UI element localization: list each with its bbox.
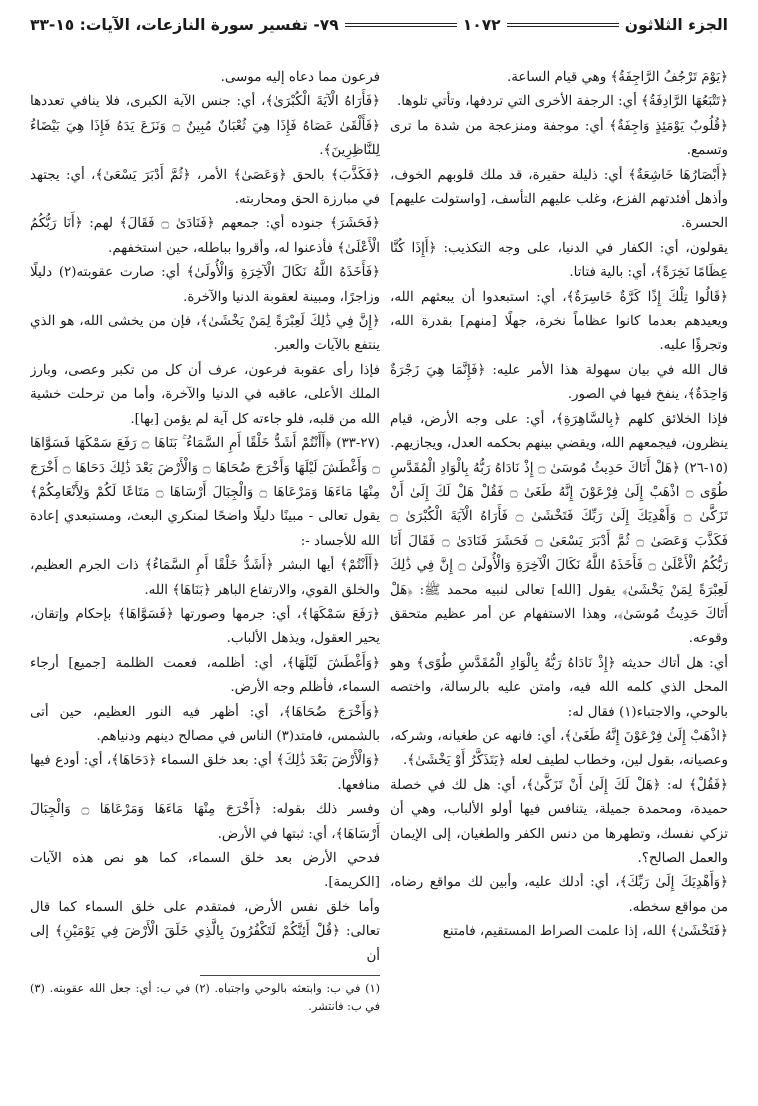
paragraph: وفسر ذلك بقوله: ﴿أَخْرَجَ مِنْهَا مَاءَهَا وَمَرْعَاهَا ۝ وَالْجِبَالَ أَرْسَاهَا﴾، أي: ثبتها في الأرض. xyxy=(30,802,380,842)
footnote-separator xyxy=(200,975,380,976)
paragraph: وأما خلق نفس الأرض، فمتقدم على خلق السماء كما قال تعالى: ﴿قُلْ أَئِنَّكُمْ لَتَكْفُرُونَ بِالَّذِي خَلَقَ الْأَرْضَ فِي يَوْمَيْنِ﴾ إلى أن xyxy=(30,899,380,964)
paragraph: فإذا رأى عقوبة فرعون، عرف أن كل من تكبر وعصى، وبارز الملك الأعلى، عاقبه في الدنيا والآخرة، وأما من ترحلت خشية الله من قلبه، فلو جاءته كل آية لم يؤمن [بها]. xyxy=(30,362,380,427)
paragraph: ﴿إِنَّ فِي ذَٰلِكَ لَعِبْرَةً لِمَنْ يَخْشَىٰ﴾، فإن من يخشى الله، هو الذي ينتفع بالآيات والعبر. xyxy=(30,314,380,354)
paragraph: (١٥-٢٦) ﴿هَلْ أَتَاكَ حَدِيثُ مُوسَىٰ ۝ إِذْ نَادَاهُ رَبُّهُ بِالْوَادِ الْمُقَدَّسِ طُوًى ۝ اذْهَبْ إِلَىٰ فِرْعَوْنَ إِنَّهُ طَغَىٰ ۝ فَقُلْ هَلْ لَكَ إِلَىٰ أَنْ تَزَكَّىٰ ۝ وَأَهْدِيَكَ إِلَىٰ رَبِّكَ فَتَخْشَىٰ ۝ فَأَرَاهُ الْآيَةَ الْكُبْرَىٰ ۝ فَكَذَّبَ وَعَصَىٰ ۝ ثُمَّ أَدْبَرَ يَسْعَىٰ ۝ فَحَشَرَ فَنَادَىٰ ۝ فَقَالَ أَنَا رَبُّكُمُ الْأَعْلَىٰ ۝ فَأَخَذَهُ اللَّهُ نَكَالَ الْآخِرَةِ وَالْأُولَىٰ ۝ إِنَّ فِي ذَٰلِكَ لَعِبْرَةً لِمَنْ يَخْشَىٰ﴾ يقول [الله] تعالى لنبيه محمد ﷺ: ﴿هَلْ أَتَاكَ حَدِيثُ مُوسَىٰ﴾، وهذا الاستفهام عن أمر عظيم متحقق وقوعه. xyxy=(390,460,728,647)
part-title: الجزء الثلاثون xyxy=(624,16,728,34)
paragraph: ﴿فَأَخَذَهُ اللَّهُ نَكَالَ الْآخِرَةِ وَالْأُولَىٰ﴾ أي: صارت عقوبته(٢) دليلًا وزاجرًا، ومبينة لعقوبة الدنيا والآخرة. xyxy=(30,265,380,305)
paragraph: ﴿فَأَرَاهُ الْآيَةَ الْكُبْرَىٰ﴾، أي: جنس الآية الكبرى، فلا ينافي تعددها ﴿فَأَلْقَىٰ عَصَاهُ فَإِذَا هِيَ ثُعْبَانٌ مُبِينٌ ۝ وَنَزَعَ يَدَهُ فَإِذَا هِيَ بَيْضَاءُ لِلنَّاظِرِينَ﴾. xyxy=(30,94,380,159)
paragraph: فدحي الأرض بعد خلق السماء، كما هو نص هذه الآيات [الكريمة]. xyxy=(30,851,380,891)
paragraph: ﴿اذْهَبْ إِلَىٰ فِرْعَوْنَ إِنَّهُ طَغَىٰ﴾، أي: فانهه عن طغيانه، وشركه، وعصيانه، بقول لين، وخطاب لطيف لعله ﴿يَتَذَكَّرُ أَوْ يَخْشَىٰ﴾. xyxy=(390,728,728,769)
paragraph: ﴿أَأَنْتُمْ﴾ أيها البشر ﴿أَشَدُّ خَلْقًا أَمِ السَّمَاءُ﴾ ذات الجرم العظيم، والخلق القوي، والارتفاع الباهر ﴿بَنَاهَا﴾ الله. xyxy=(30,558,380,598)
paragraph: ﴿وَالْأَرْضَ بَعْدَ ذَٰلِكَ﴾ أي: بعد خلق السماء ﴿دَحَاهَا﴾، أي: أودع فيها منافعها. xyxy=(30,753,380,793)
paragraph: فرعون مما دعاه إليه موسى. xyxy=(220,70,380,85)
paragraph: فإذا الخلائق كلهم ﴿بِالسَّاهِرَةِ﴾، أي: على وجه الأرض، قيام ينظرون، فيجمعهم الله، ويقضي بينهم بحكمه العدل، ويجازيهم. xyxy=(390,411,728,452)
paragraph: ﴿وَأَهْدِيَكَ إِلَىٰ رَبِّكَ﴾، أي: أدلك عليه، وأبين لك مواقع رضاه، من مواقع سخطه. xyxy=(390,875,728,915)
surah-title: ٧٩- تفسير سورة النازعات، الآيات: ١٥-٣٣ xyxy=(29,16,339,34)
paragraph: ﴿يَوْمَ تَرْجُفُ الرَّاجِفَةُ﴾ وهي قيام الساعة. xyxy=(506,70,728,85)
header-rule xyxy=(507,23,619,27)
paragraph: ﴿قَالُوا تِلْكَ إِذًا كَرَّةٌ خَاسِرَةٌ﴾، أي: استبعدوا أن يبعثهم الله، ويعيدهم بعدما كانوا عظاماً نخرة، جهلًا [منهم] بقدرة الله، وتجرؤًا عليه. xyxy=(390,289,728,354)
paragraph: ﴿فَكَذَّبَ﴾ بالحق ﴿وَعَصَىٰ﴾ الأمر، ﴿ثُمَّ أَدْبَرَ يَسْعَىٰ﴾، أي: يجتهد في مبارزة الحق ومحاربته. xyxy=(30,167,380,208)
right-column xyxy=(390,66,728,1088)
paragraph: ﴿وَأَخْرَجَ ضُحَاهَا﴾، أي: أظهر فيه النور العظيم، حين أتى بالشمس، فامتد(٣) الناس في مصالح دينهم ودنياهم. xyxy=(30,704,380,744)
paragraph: أي: هل أتاك حديثه ﴿إِذْ نَادَاهُ رَبُّهُ بِالْوَادِ الْمُقَدَّسِ طُوًى﴾ وهو المحل الذي كلمه الله فيه، وامتن عليه بالرسالة، واختصه بالوحي، والاجتباء(١) فقال له: xyxy=(390,655,728,720)
paragraph: ﴿قُلُوبٌ يَوْمَئِذٍ وَاجِفَةٌ﴾ أي: موجفة ومنزعجة من شدة ما ترى وتسمع. xyxy=(390,118,728,159)
paragraph: ﴿فَتَخْشَىٰ﴾ الله، إذا علمت الصراط المستقيم، فامتنع xyxy=(442,924,728,940)
paragraph: ﴿فَقُلْ﴾ له: ﴿هَلْ لَكَ إِلَىٰ أَنْ تَزَكَّىٰ﴾، أي: هل لك في خصلة حميدة، ومحمدة جميلة، يتنافس فيها أولو الألباب، وهي أن تزكي نفسك، وتطهرها من دنس الكفر والطغيان، إلى الإيمان والعمل الصالح؟. xyxy=(390,777,728,866)
paragraph: ﴿أَبْصَارُهَا خَاشِعَةٌ﴾ أي: ذليلة حقيرة، قد ملك قلوبهم الخوف، وأذهل أفئدتهم الفزع، وغلب عليهم التأسف، [واستولت عليهم] الحسرة. xyxy=(390,167,728,232)
header-rule xyxy=(345,23,457,27)
page-header xyxy=(30,8,728,42)
page-number: ١٠٧٢ xyxy=(462,16,501,34)
paragraph: قال الله في بيان سهولة هذا الأمر عليه: ﴿فَإِنَّمَا هِيَ زَجْرَةٌ وَاحِدَةٌ﴾، ينفخ فيها في الصور. xyxy=(390,362,728,403)
paragraph: ﴿وَأَغْطَشَ لَيْلَهَا﴾، أي: أظلمه، فعمت الظلمة [جميع] أرجاء السماء، فأظلم وجه الأرض. xyxy=(30,655,380,696)
paragraph: (٢٧-٣٣) ﴿أَأَنْتُمْ أَشَدُّ خَلْقًا أَمِ السَّمَاءُ ۚ بَنَاهَا ۝ رَفَعَ سَمْكَهَا فَسَوَّاهَا ۝ وَأَغْطَشَ لَيْلَهَا وَأَخْرَجَ ضُحَاهَا ۝ وَالْأَرْضَ بَعْدَ ذَٰلِكَ دَحَاهَا ۝ أَخْرَجَ مِنْهَا مَاءَهَا وَمَرْعَاهَا ۝ وَالْجِبَالَ أَرْسَاهَا ۝ مَتَاعًا لَكُمْ وَلِأَنْعَامِكُمْ﴾ يقول تعالى - مبينًا دليلًا واضحًا لمنكري البعث، ومستبعدي إعادة الله للأجساد -: xyxy=(30,436,380,549)
paragraph: ﴿تَتْبَعُهَا الرَّادِفَةُ﴾ أي: الرجفة الأخرى التي تردفها، وتأتي تلوها. xyxy=(396,94,728,110)
paragraph: ﴿رَفَعَ سَمْكَهَا﴾، أي: جرمها وصورتها ﴿فَسَوَّاهَا﴾ بإحكام وإتقان، يحير العقول، ويذهل الألباب. xyxy=(30,606,380,647)
left-column xyxy=(30,66,380,1088)
footnote: (١) في ب: وابتعثه بالوحي واجتباه. (٢) في ب: أي: جعل الله عقوبته. (٣) في ب: فانتشر. xyxy=(30,982,380,1014)
paragraph: يقولون، أي: الكفار في الدنيا، على وجه التكذيب: ﴿أَإِذَا كُنَّا عِظَامًا نَخِرَةً﴾، أي: بالية فتاتا. xyxy=(390,240,728,281)
paragraph: ﴿فَحَشَرَ﴾ جنوده أي: جمعهم ﴿فَنَادَىٰ ۝ فَقَالَ﴾ لهم: ﴿أَنَا رَبُّكُمُ الْأَعْلَىٰ﴾ فأذعنوا له، وأقروا بباطله، حين استخفهم. xyxy=(30,216,380,256)
